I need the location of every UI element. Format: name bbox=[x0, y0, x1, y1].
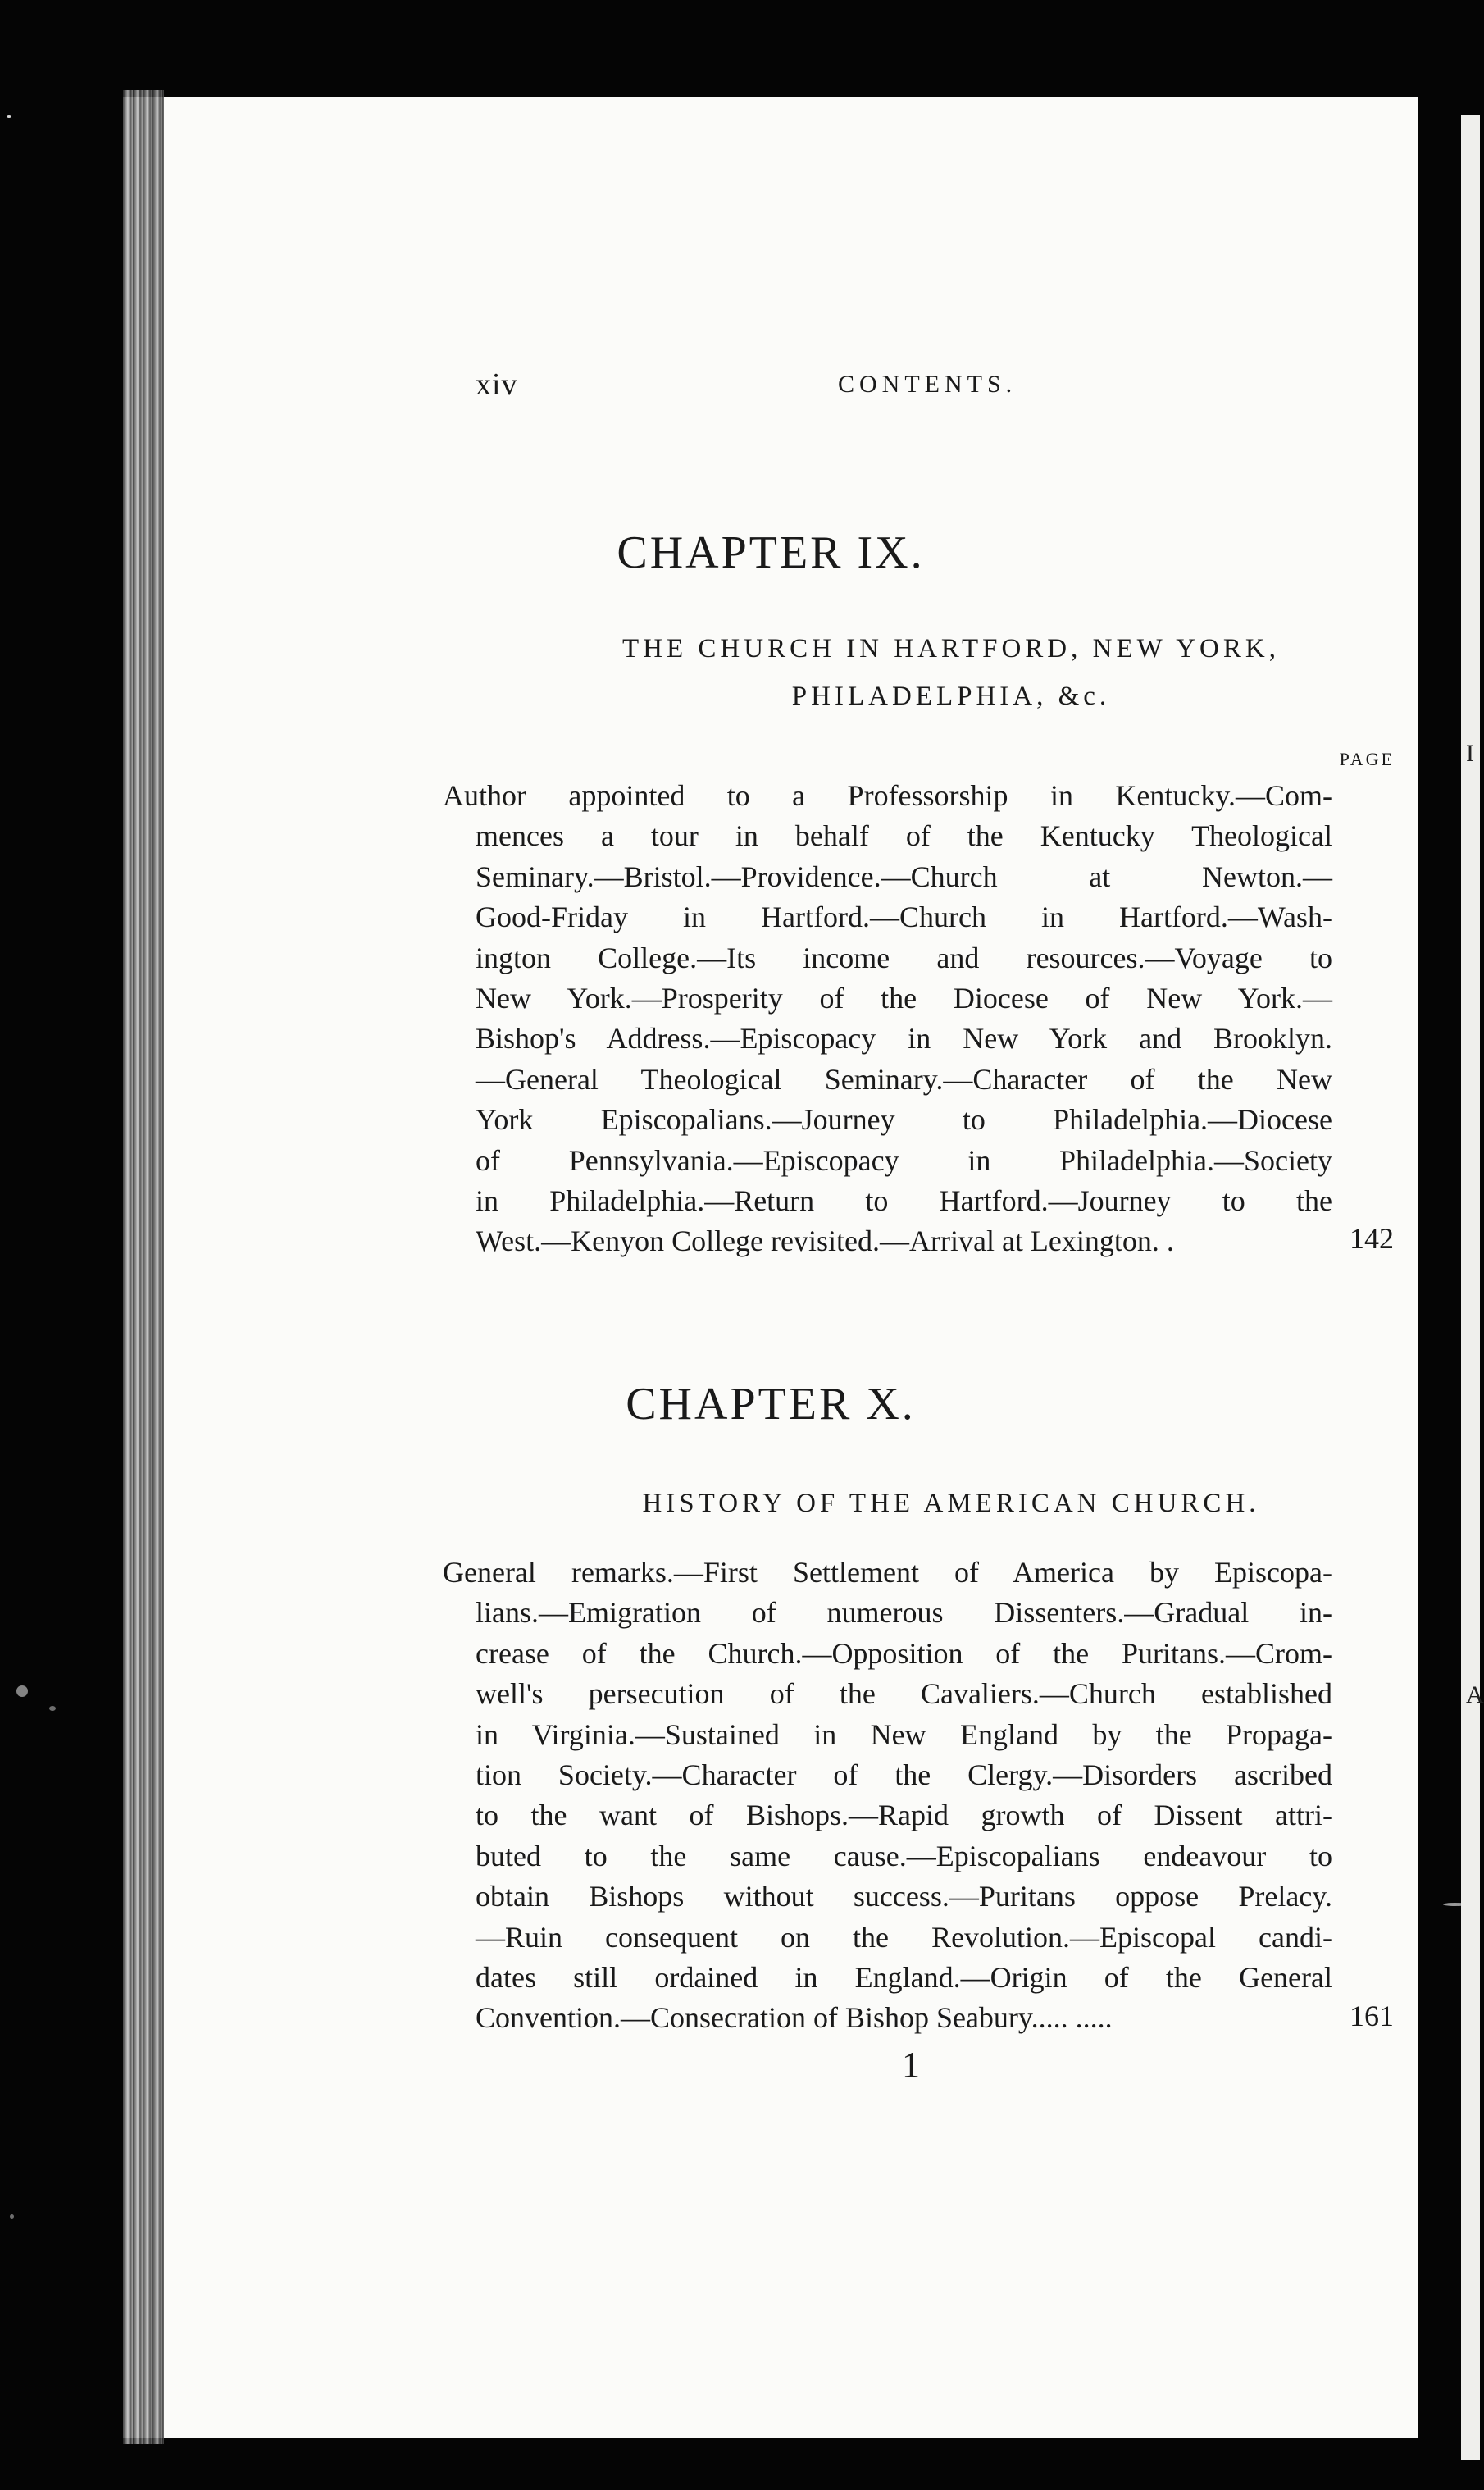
page-reference: 142 bbox=[1350, 1222, 1394, 1255]
summary-line: in Virginia.—Sustained in New England by the Propaga- bbox=[476, 1717, 1332, 1751]
summary-line: Good-Friday in Hartford.—Church in Hartford.—Wash- bbox=[476, 901, 1332, 934]
page-reference: 161 bbox=[1350, 2000, 1394, 2032]
summary-line: New York.—Prosperity of the Diocese of New York.— bbox=[476, 982, 1332, 1015]
summary-line: ington College.—Its income and resources.—Voyage to bbox=[476, 941, 1332, 974]
summary-line: crease of the Church.—Opposition of the Puritans.—Crom- bbox=[476, 1636, 1332, 1670]
summary-line: Convention.—Consecration of Bishop Seabury..... ..... bbox=[476, 2001, 1113, 2035]
chapter-subtitle-line: HISTORY OF THE AMERICAN CHURCH. bbox=[642, 1489, 1260, 1518]
summary-line: Seminary.—Bristol.—Providence.—Church at Newton.— bbox=[476, 860, 1332, 893]
neighbor-page-letter: I bbox=[1466, 740, 1474, 767]
summary-line: —Ruin consequent on the Revolution.—Episcopal candi- bbox=[476, 1920, 1332, 1954]
summary-line: of Pennsylvania.—Episcopacy in Philadelphia.—Society bbox=[476, 1143, 1332, 1177]
neighbor-page-letter: A bbox=[1466, 1681, 1484, 1708]
summary-line: lians.—Emigration of numerous Dissenters.—Gradual in- bbox=[476, 1596, 1332, 1630]
summary-line: tion Society.—Character of the Clergy.—Disorders ascribed bbox=[476, 1758, 1332, 1792]
page-column-label: PAGE bbox=[1339, 749, 1395, 769]
summary-line: mences a tour in behalf of the Kentucky Theological bbox=[476, 819, 1332, 853]
summary-line: well's persecution of the Cavaliers.—Church established bbox=[476, 1677, 1332, 1711]
summary-line: —General Theological Seminary.—Character of the New bbox=[476, 1062, 1332, 1096]
summary-line: General remarks.—First Settlement of America by Episcopa- bbox=[443, 1556, 1332, 1589]
summary-line: obtain Bishops without success.—Puritans oppose Prelacy. bbox=[476, 1880, 1332, 1913]
summary-line: to the want of Bishops.—Rapid growth of Dissent attri- bbox=[476, 1799, 1332, 1832]
summary-line: in Philadelphia.—Return to Hartford.—Journey to the bbox=[476, 1184, 1332, 1218]
summary-line: Author appointed to a Professorship in Kentucky.—Com- bbox=[443, 779, 1332, 812]
signature-mark: 1 bbox=[902, 2045, 920, 2085]
chapter-heading: CHAPTER X. bbox=[626, 1379, 916, 1430]
summary-line: buted to the same cause.—Episcopalians endeavour to bbox=[476, 1839, 1332, 1872]
running-title: CONTENTS. bbox=[838, 371, 1017, 398]
summary-line: Bishop's Address.—Episcopacy in New York and Brooklyn. bbox=[476, 1022, 1332, 1056]
chapter-heading: CHAPTER IX. bbox=[617, 527, 925, 578]
summary-line: West.—Kenyon College revisited.—Arrival at Lexington. . bbox=[476, 1224, 1174, 1258]
chapter-subtitle-line: PHILADELPHIA, &c. bbox=[791, 682, 1111, 711]
summary-line: York Episcopalians.—Journey to Philadelphia.—Diocese bbox=[476, 1103, 1332, 1137]
chapter-summary bbox=[443, 1553, 1332, 2039]
chapter-summary bbox=[443, 776, 1332, 1262]
chapter-subtitle-line: THE CHURCH IN HARTFORD, NEW YORK, bbox=[622, 634, 1280, 664]
page-folio: xiv bbox=[476, 367, 518, 402]
summary-line: dates still ordained in England.—Origin of the General bbox=[476, 1961, 1332, 1995]
